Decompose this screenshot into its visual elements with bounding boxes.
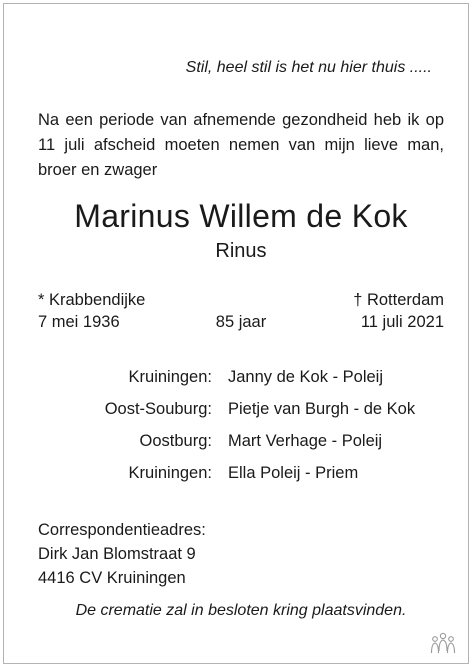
people-group-icon [428,631,458,655]
family-place: Kruiningen: [128,368,212,386]
age: 85 jaar [215,313,267,331]
deceased-nickname: Rinus [215,240,267,262]
family-names: Janny de Kok - Poleij [228,368,384,386]
correspondence-label: Correspondentieadres: [38,521,206,539]
family-names: Mart Verhage - Poleij [228,432,383,450]
family-place: Oostburg: [139,432,212,450]
family-names: Pietje van Burgh - de Kok [228,400,416,418]
birth-date: 7 mei 1936 [38,313,120,331]
announcement-card [3,3,469,664]
correspondence-city: 4416 CV Kruiningen [38,569,186,587]
closing-line: De crematie zal in besloten kring plaatsvinden. [75,602,407,619]
family-place: Oost-Souburg: [104,400,212,418]
opening-poem-line: Stil, heel stil is het nu hier thuis ..... [185,59,432,76]
correspondence-street: Dirk Jan Blomstraat 9 [38,545,196,563]
death-place: † Rotterdam [353,291,444,309]
deceased-full-name: Marinus Willem de Kok [74,198,408,234]
intro-paragraph: Na een periode van afnemende gezondheid heb ik op 11 juli afscheid moeten nemen van mijn lieve man, broer en zwager [38,111,444,179]
family-place: Kruiningen: [128,464,212,482]
death-date: 11 juli 2021 [360,313,444,331]
family-names: Ella Poleij - Priem [228,464,359,482]
birth-place: * Krabbendijke [38,291,146,309]
correspondence-block [38,518,206,590]
